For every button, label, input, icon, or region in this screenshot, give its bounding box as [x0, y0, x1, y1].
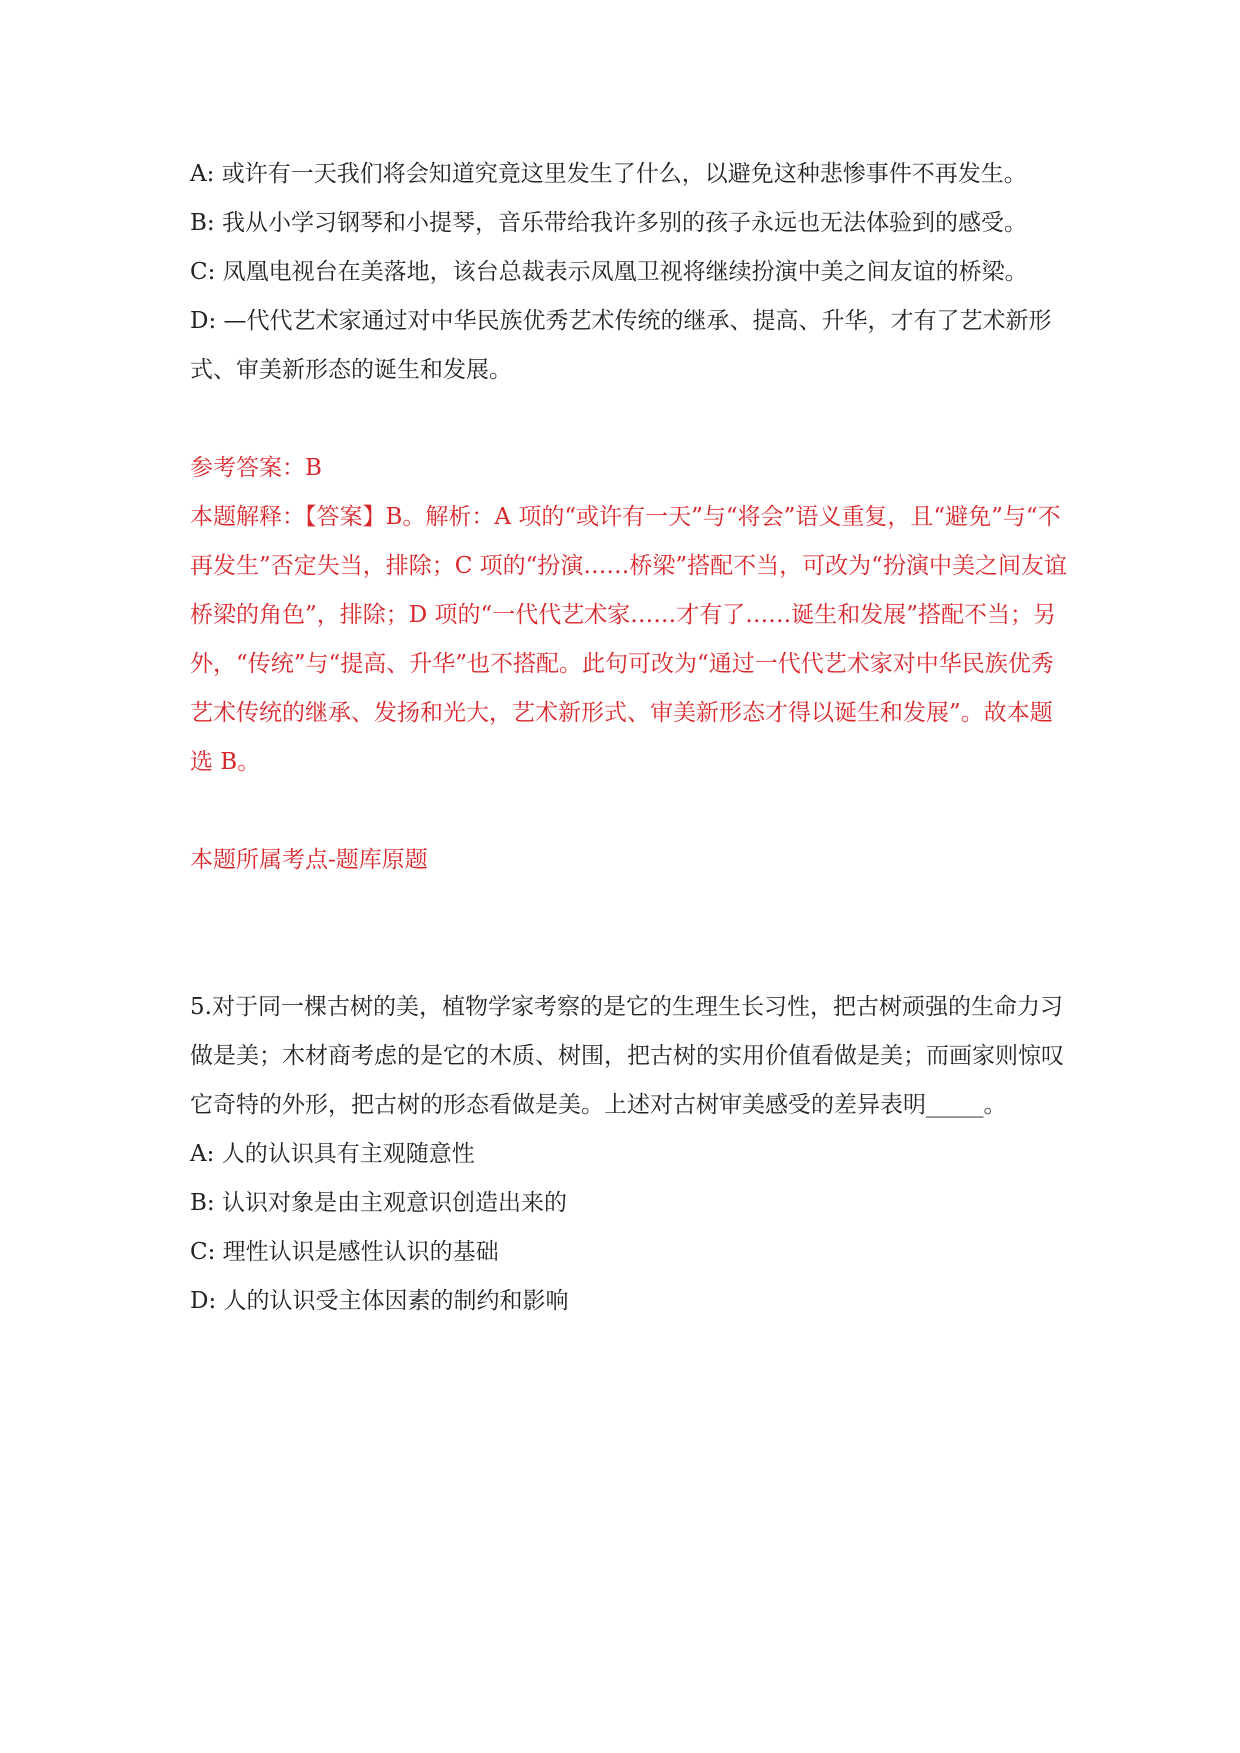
- option-label: B: [190, 210, 207, 236]
- q5-option-d: D: 人的认识受主体因素的制约和影响: [190, 1288, 569, 1314]
- explanation-label: 本题解释：: [190, 504, 305, 530]
- q5-option-c: C: 理性认识是感性认识的基础: [190, 1239, 499, 1265]
- option-d: D: —代代艺术家通过对中华民族优秀艺术传统的继承、提高、升华，才有了艺术新形式、审美新形态的诞生和发展。: [190, 308, 1052, 383]
- q5-option-a: A: 人的认识具有主观随意性: [190, 1141, 475, 1167]
- q5-option-b: B: 认识对象是由主观意识创造出来的: [190, 1190, 567, 1216]
- explanation-text: 【答案】B。解析：A 项的“或许有一天”与“将会”语义重复，且“避免”与“不再发生”否定失当，排除；C 项的“扮演……桥梁”搭配不当，可改为“扮演中美之间友谊桥梁的角色”，排除；D 项的“一代代艺术家……才有了……诞生和发展”搭配不当；另外，“传统”与“提高、升华”也不搭配。此句可改为“通过一代代艺术家对中华民族优秀艺术传统的继承、发扬和光大，艺术新形式、审美新形态才得以诞生和发展”。故本题选 B。: [190, 504, 1067, 775]
- option-c: C: 凤凰电视台在美落地，该台总裁表示凤凰卫视将继续扮演中美之间友谊的桥梁。: [190, 259, 1028, 285]
- reference-answer: [190, 444, 1070, 493]
- document-content: [190, 150, 1070, 1326]
- spacer: [190, 395, 1070, 444]
- option-label: D: [190, 1288, 209, 1314]
- option-label: D: [190, 308, 209, 334]
- option-text: 凤凰电视台在美落地，该台总裁表示凤凰卫视将继续扮演中美之间友谊的桥梁。: [222, 259, 1028, 285]
- knowledge-point: 本题所属考点-题库原题: [190, 847, 428, 873]
- option-text: 或许有一天我们将会知道究竟这里发生了什么，以避免这种悲惨事件不再发生。: [221, 161, 1027, 187]
- option-label: C: [190, 259, 208, 285]
- option-a: A: 或许有一天我们将会知道究竟这里发生了什么，以避免这种悲惨事件不再发生。: [190, 161, 1027, 187]
- option-text: 人的认识具有主观随意性: [221, 1141, 475, 1167]
- option-b: B: 我从小学习钢琴和小提琴，音乐带给我许多别的孩子永远也无法体验到的感受。: [190, 210, 1027, 236]
- option-label: A: [190, 1141, 207, 1167]
- question-stem: 5.对于同一棵古树的美，植物学家考察的是它的生理生长习性，把古树顽强的生命力习做是美；木材商考虑的是它的木质、树围，把古树的实用价值看做是美；而画家则惊叹它奇特的外形，把古树的形态看做是美。上述对古树审美感受的差异表明_____。: [190, 994, 1064, 1118]
- option-label: B: [190, 1190, 207, 1216]
- option-text: 人的认识受主体因素的制约和影响: [223, 1288, 569, 1314]
- option-text: 我从小学习钢琴和小提琴，音乐带给我许多别的孩子永远也无法体验到的感受。: [221, 210, 1027, 236]
- answer-value: B: [305, 455, 322, 481]
- option-text: 认识对象是由主观意识创造出来的: [221, 1190, 567, 1216]
- spacer: [190, 787, 1070, 836]
- option-text: 理性认识是感性认识的基础: [222, 1239, 499, 1265]
- explanation: [190, 493, 1070, 787]
- option-label: A: [190, 161, 207, 187]
- option-text: —代代艺术家通过对中华民族优秀艺术传统的继承、提高、升华，才有了艺术新形式、审美新形态的诞生和发展。: [190, 308, 1052, 383]
- spacer: [190, 885, 1070, 983]
- option-label: C: [190, 1239, 208, 1265]
- answer-label: 参考答案：: [190, 455, 305, 481]
